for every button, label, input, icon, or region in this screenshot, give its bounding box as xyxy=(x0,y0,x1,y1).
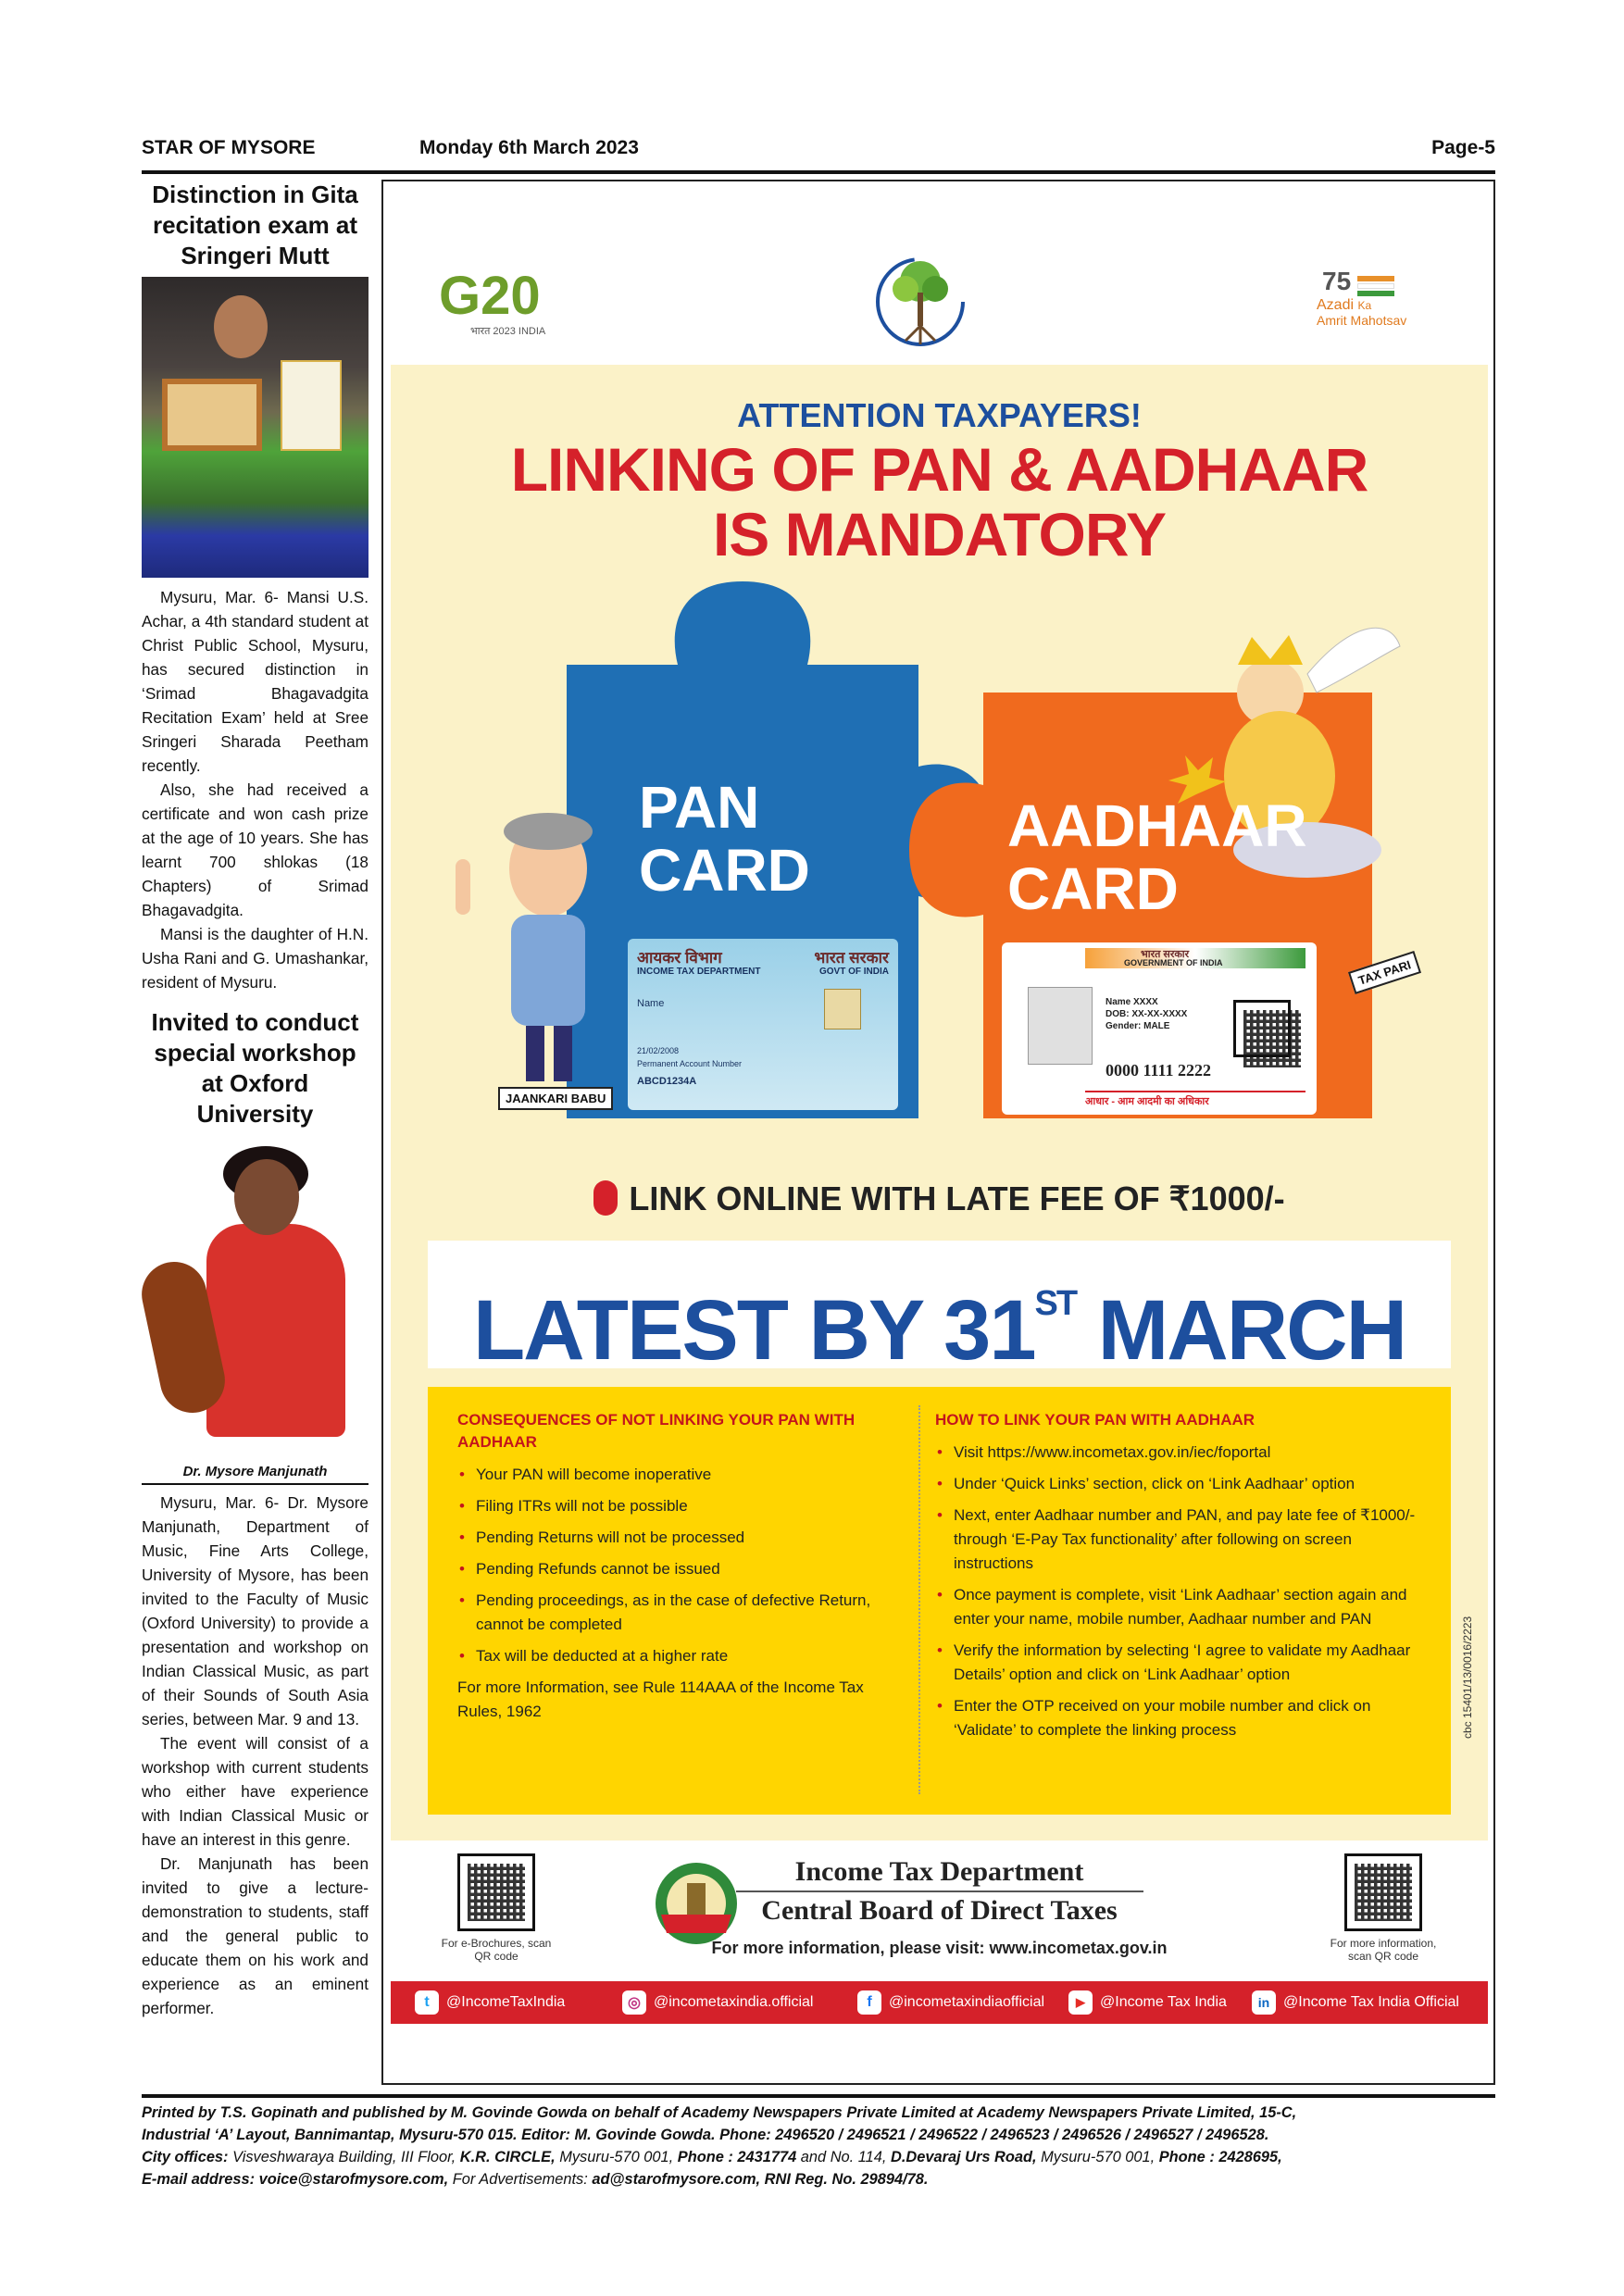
qr-left-caption: For e-Brochures, scan QR code xyxy=(441,1937,552,1963)
jaankari-babu-tag: JAANKARI BABU xyxy=(498,1087,613,1110)
social-media-bar xyxy=(391,1981,1488,2024)
instagram-icon: ◎ xyxy=(622,1990,646,2015)
story1-body xyxy=(142,585,369,994)
story2-photo xyxy=(142,1141,369,1460)
list-item: • Verify the information by selecting ‘I agree to validate my Aadhaar Details’ option and click on ‘Link Aadhaar’ option xyxy=(935,1639,1426,1687)
left-column xyxy=(142,180,369,2020)
pan-aadhaar-advertisement xyxy=(381,180,1495,2085)
list-item: • Next, enter Aadhaar number and PAN, and pay late fee of ₹1000/- through ‘E-Pay Tax functionality’ after following on screen instructions xyxy=(935,1504,1426,1576)
social-linkedin[interactable]: in @Income Tax India Official xyxy=(1252,1990,1459,2015)
story1-para: Mansi is the daughter of H.N. Usha Rani and G. Umashankar, resident of Mysuru. xyxy=(142,925,369,992)
department-names: Income Tax Department Central Board of Direct Taxes For more information, please visit: www.incometax.gov.in xyxy=(711,1856,1168,1957)
aadhaar-card-title: AADHAAR CARD xyxy=(1007,792,1307,922)
story2-para: The event will consist of a workshop with current students who either have experience with Indian Classical Music or have an interest in this genre. xyxy=(142,1734,369,1849)
paper-name: STAR OF MYSORE xyxy=(142,137,316,158)
list-item: • Filing ITRs will not be possible xyxy=(457,1494,897,1518)
howto-list xyxy=(935,1441,1426,1742)
puzzle-pieces xyxy=(391,563,1488,1118)
list-item: • Once payment is complete, visit ‘Link Aadhaar’ section again and enter your name, mobile number, Aadhaar number and PAN xyxy=(935,1583,1426,1631)
howto-heading: HOW TO LINK YOUR PAN WITH AADHAAR xyxy=(935,1411,1255,1429)
consequences-list xyxy=(457,1463,897,1668)
aadhaar-card-image: भारत सरकार GOVERNMENT OF INDIA Name XXXX DOB: XX-XX-XXXX Gender: MALE 0000 1111 2222 आधार - आम आदमी का अधिकार xyxy=(1002,942,1317,1115)
info-box xyxy=(428,1387,1451,1815)
imprint: Printed by T.S. Gopinath and published by M. Govinde Gowda on behalf of Academy Newspapers Private Limited at Academy Newspapers Private Limited, 15-C, Industrial ‘A’ Layout, Bannimantap, Mysuru-570 015. Editor: M. Govinde Gowda. Phone: 2496520 / 2496521 / 2496522 / 2496523 / 2496526 / 2496527 / 2496528. City offices: Visveshwaraya Building, III Floor, K.R. CIRCLE, Mysuru-570 001, Phone : 2431774 and No. 114, D.Devaraj Urs Road, Mysuru-570 001, Phone : 2428695, E-mail address: voice@starofmysore.com, For Advertisements: ad@starofmysore.com, RNI Reg. No. 29894/78. xyxy=(142,2104,1297,2188)
list-item: • Tax will be deducted at a higher rate xyxy=(457,1644,897,1668)
story1-headline: Distinction in Gita recitation exam at Sringeri Mutt xyxy=(152,181,358,269)
column-divider xyxy=(918,1405,920,1794)
page-number: Page-5 xyxy=(1431,137,1495,158)
consequences-column xyxy=(457,1409,897,1724)
list-item: • Pending Refunds cannot be issued xyxy=(457,1557,897,1581)
story2-body xyxy=(142,1491,369,2020)
issue-date: Monday 6th March 2023 xyxy=(419,137,639,158)
deadline-banner xyxy=(428,1241,1451,1378)
youtube-icon: ▶ xyxy=(1068,1990,1093,2015)
list-item: • Your PAN will become inoperative xyxy=(457,1463,897,1487)
list-item: • Visit https://www.incometax.gov.in/iec/foportal xyxy=(935,1441,1426,1465)
azadi-ka-amrit-mahotsav-logo: 75 Azadi Ka Amrit Mahotsav xyxy=(1317,267,1407,328)
deadline-text: LATEST BY 31ST MARCH xyxy=(472,1283,1406,1378)
social-youtube[interactable]: ▶ @Income Tax India xyxy=(1068,1990,1227,2015)
tax-pari-tag: TAX PARI xyxy=(1348,951,1421,994)
list-item: • Under ‘Quick Links’ section, click on ‘Link Aadhaar’ option xyxy=(935,1472,1426,1496)
qr-right-caption: For more information, scan QR code xyxy=(1330,1937,1437,1963)
story2-para: Mysuru, Mar. 6- Dr. Mysore Manjunath, Department of Music, Fine Arts College, University of Mysore, has been invited to the Faculty of Music (Oxford University) to provide a presentation and workshop on Indian Classical Music, as part of their Sounds of South Asia series, between Mar. 9 and 13. xyxy=(142,1493,369,1728)
imprint-rule xyxy=(142,2094,1495,2098)
linkedin-icon: in xyxy=(1252,1990,1276,2015)
mandatory-heading: LINKING OF PAN & AADHAAR IS MANDATORY xyxy=(510,435,1368,568)
story2-para: Dr. Manjunath has been invited to give a lecture-demonstration to students, staff and the general public to educate them on his work and experience as an eminent performer. xyxy=(142,1854,369,2017)
attention-heading: ATTENTION TAXPAYERS! xyxy=(737,396,1142,434)
story1-para: Also, she had received a certificate and won cash prize at the age of 10 years. She has learnt 700 shlokas (18 Chapters) of Srimad Bhagavadgita. xyxy=(142,780,369,919)
pan-card-image: आयकर विभाग INCOME TAX DEPARTMENT भारत सरकार GOVT OF INDIA Name 21/02/2008 Permanent Account Number ABCD1234A xyxy=(628,939,898,1110)
list-item: • Pending Returns will not be processed xyxy=(457,1526,897,1550)
mouse-icon xyxy=(593,1180,618,1216)
list-item: • Pending proceedings, as in the case of defective Return, cannot be completed xyxy=(457,1589,897,1637)
pan-card-title: PAN CARD xyxy=(639,774,810,904)
link-online-notice: LINK ONLINE WITH LATE FEE OF ₹1000/- xyxy=(391,1179,1488,1218)
masthead xyxy=(142,137,1495,170)
social-facebook[interactable]: f @incometaxindiaofficial xyxy=(857,1990,1044,2015)
social-instagram[interactable]: ◎ @incometaxindia.official xyxy=(622,1990,813,2015)
g20-logo: G20 xyxy=(439,266,541,326)
howto-column xyxy=(935,1409,1426,1750)
facebook-icon: f xyxy=(857,1990,881,2015)
story1-para: Mysuru, Mar. 6- Mansi U.S. Achar, a 4th standard student at Christ Public School, Mysuru, has secured distinction in ‘Srimad Bhagavadgita Recitation Exam’ held at Sree Sringeri Sharada Peetham recently. xyxy=(142,588,369,775)
list-item: • Enter the OTP received on your mobile number and click on ‘Validate’ to complete the linking process xyxy=(935,1694,1426,1742)
department-footer xyxy=(391,1841,1488,1981)
social-twitter[interactable]: t @IncomeTaxIndia xyxy=(415,1990,565,2015)
masthead-rule xyxy=(142,170,1495,174)
more-info-note: For more Information, see Rule 114AAA of the Income Tax Rules, 1962 xyxy=(457,1678,864,1720)
twitter-icon: t xyxy=(415,1990,439,2015)
story1-photo xyxy=(142,277,369,578)
story2-caption: Dr. Mysore Manjunath xyxy=(142,1464,369,1485)
g20-subtext: भारत 2023 INDIA xyxy=(470,326,546,337)
puzzle-illustration xyxy=(391,563,1488,1118)
logo-bar xyxy=(391,211,1488,365)
cbc-code: cbc 15401/13/0016/2223 xyxy=(1461,1616,1474,1739)
consequences-heading: CONSEQUENCES OF NOT LINKING YOUR PAN WITH AADHAAR xyxy=(457,1411,856,1451)
story2-headline: Invited to conduct special workshop at Oxford University xyxy=(151,1008,359,1128)
tree-logo-icon xyxy=(865,244,976,356)
